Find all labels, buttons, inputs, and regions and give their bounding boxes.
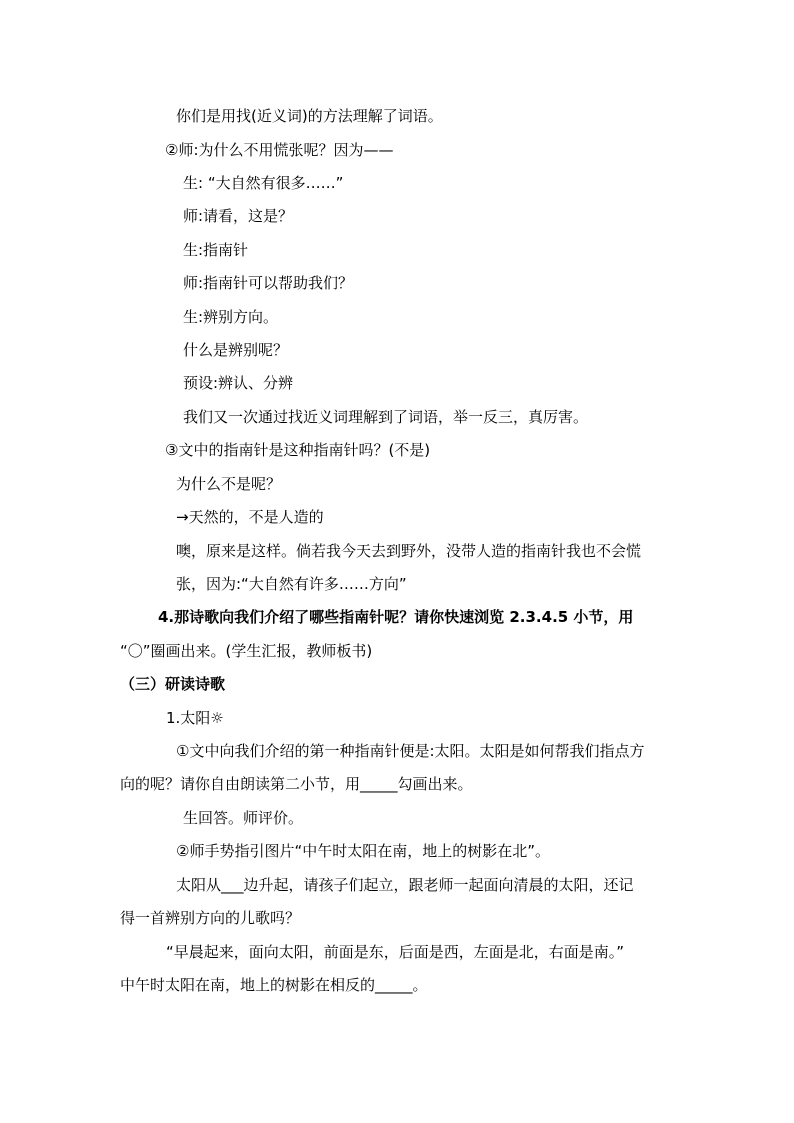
text-line: 你们是用找(近义词)的方法理解了词语。 xyxy=(176,107,443,125)
text-line: “〇”圈画出来。(学生汇报，教师板书) xyxy=(120,642,373,660)
text-line: 得一首辨别方向的儿歌吗？ xyxy=(120,909,301,927)
text-line: 为什么不是呢？ xyxy=(176,475,282,493)
subsection-heading: 1.太阳☼ xyxy=(166,709,224,727)
text-line: 张，因为:“大自然有许多……方向” xyxy=(176,575,407,593)
text-line: 生回答。师评价。 xyxy=(183,809,304,827)
text-line: 什么是辨别呢？ xyxy=(183,341,289,359)
text-line: →天然的，不是人造的 xyxy=(176,508,324,526)
text-line: 预设:辨认、分辨 xyxy=(183,374,294,392)
text-line: 生:指南针 xyxy=(183,241,249,259)
section-heading: （三）研读诗歌 xyxy=(120,675,226,693)
text-line: 噢，原来是这样。倘若我今天去到野外，没带人造的指南针我也不会慌 xyxy=(176,542,642,560)
text-line: ①文中向我们介绍的第一种指南针便是:太阳。太阳是如何帮我们指点方 xyxy=(176,742,645,760)
text-line: ②师手势指引图片“中午时太阳在南，地上的树影在北”。 xyxy=(176,842,550,860)
question-line: 4.那诗歌向我们介绍了哪些指南针呢？请你快速浏览 2.3.4.5 小节，用 xyxy=(158,608,634,626)
text-line: 太阳从___边升起，请孩子们起立，跟老师一起面向清晨的太阳，还记 xyxy=(176,876,634,894)
text-line: ③文中的指南针是这种指南针吗？(不是) xyxy=(165,441,431,459)
text-line: 向的呢？请你自由朗读第二小节，用_____勾画出来。 xyxy=(120,775,473,793)
text-line: 师:指南针可以帮助我们？ xyxy=(183,274,354,292)
text-line: 生:辨别方向。 xyxy=(183,308,279,326)
text-line: 师:请看，这是？ xyxy=(183,207,294,225)
text-line: “早晨起来，面向太阳，前面是东，后面是西，左面是北，右面是南。” xyxy=(166,943,625,961)
text-line: 生: “大自然有很多……” xyxy=(183,174,344,192)
text-line: ②师:为什么不用慌张呢？因为—— xyxy=(165,141,394,159)
text-line: 我们又一次通过找近义词理解到了词语，举一反三，真厉害。 xyxy=(183,408,589,426)
text-line: 中午时太阳在南，地上的树影在相反的_____。 xyxy=(120,976,428,994)
